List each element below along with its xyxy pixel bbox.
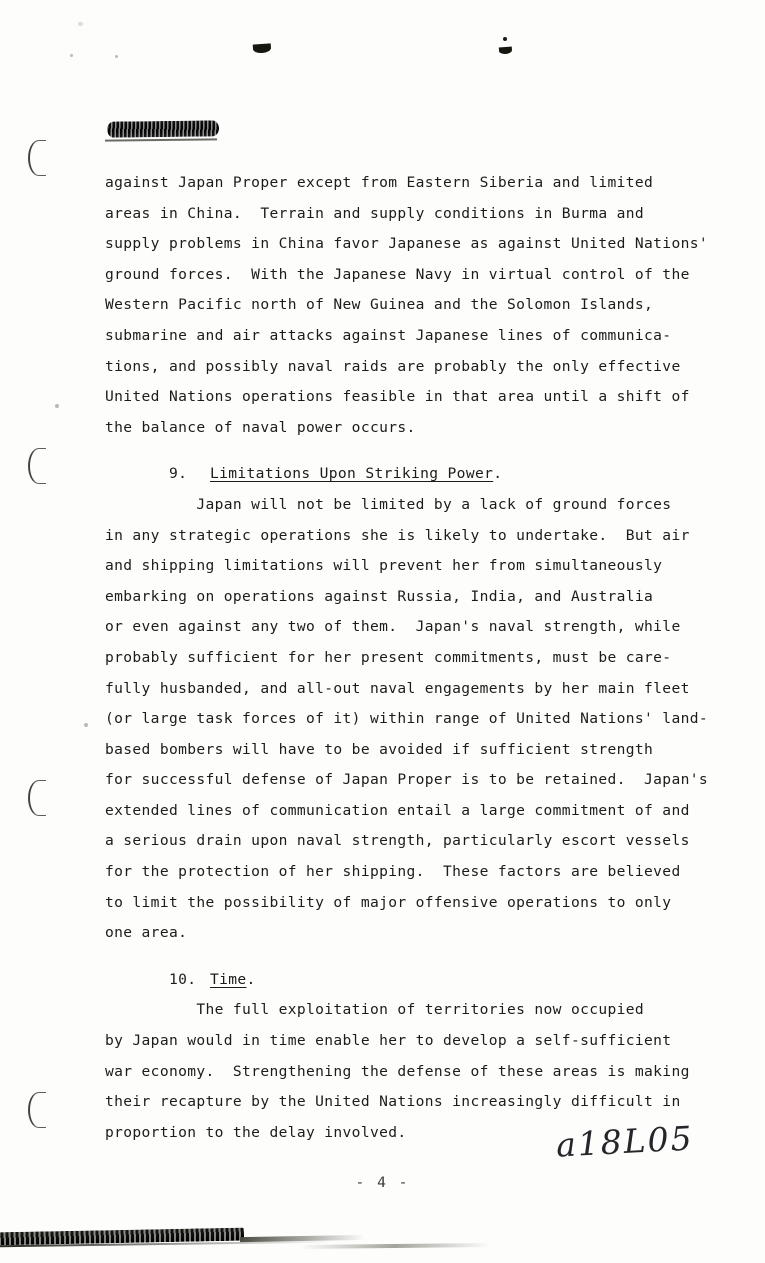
section-10	[105, 965, 705, 1149]
binding-mark-icon	[28, 1092, 46, 1128]
scan-speck-icon	[70, 54, 73, 57]
text-line: a serious drain upon naval strength, particularly escort vessels	[105, 832, 690, 850]
text-line: against Japan Proper except from Eastern Siberia and limited	[105, 174, 654, 191]
binding-mark-icon	[28, 780, 46, 816]
text-line: tions, and possibly naval raids are probably the only effective	[105, 357, 681, 375]
text-line: one area.	[105, 924, 188, 942]
text-line: the balance of naval power occurs.	[105, 418, 416, 436]
document-body	[105, 168, 708, 1148]
redacted-classification-stamp	[107, 120, 219, 137]
section-9-title-period: .	[493, 465, 503, 483]
text-line: for the protection of her shipping. These factors are believed	[105, 863, 681, 881]
paragraph-spacer	[105, 949, 705, 965]
scan-smudge-icon	[253, 43, 272, 53]
text-line: probably sufficient for her present commitments, must be care-	[105, 648, 672, 666]
scan-speck-icon	[503, 37, 507, 41]
paragraph-continued	[105, 168, 708, 443]
text-line: supply problems in China favor Japanese as against United Nations'	[105, 235, 708, 253]
text-line: for successful defense of Japan Proper is to be retained. Japan's	[105, 771, 708, 789]
text-line: fully husbanded, and all-out naval engagements by her main fleet	[105, 679, 690, 697]
section-9-heading	[105, 459, 705, 490]
section-10-title-period: .	[246, 970, 256, 988]
page-number: - 4 -	[355, 1174, 410, 1191]
section-9	[105, 459, 708, 949]
scan-speck-icon	[55, 404, 59, 408]
text-line: submarine and air attacks against Japanese lines of communica-	[105, 326, 672, 344]
section-9-title: Limitations Upon Striking Power	[210, 465, 494, 483]
binding-mark-icon	[28, 448, 46, 484]
scan-edge-artifact	[300, 1243, 490, 1249]
text-line: and shipping limitations will prevent her from simultaneously	[105, 557, 663, 575]
handwritten-archival-mark: a18L05	[555, 1118, 695, 1165]
text-line: in any strategic operations she is likely to undertake. But air	[105, 526, 690, 544]
text-line: based bombers will have to be avoided if sufficient strength	[105, 740, 654, 758]
scan-smudge-icon	[499, 47, 512, 55]
section-9-number: 9.	[169, 465, 188, 483]
text-line: by Japan would in time enable her to develop a self-sufficient	[105, 1032, 672, 1050]
text-line: ground forces. With the Japanese Navy in virtual control of the	[105, 265, 690, 283]
section-10-number: 10.	[169, 970, 197, 988]
section-10-title: Time	[210, 970, 247, 988]
paragraph-spacer	[105, 443, 705, 459]
scan-speck-icon	[84, 723, 88, 727]
text-line: areas in China. Terrain and supply conditions in Burma and	[105, 204, 645, 222]
text-line: or even against any two of them. Japan's naval strength, while	[105, 618, 681, 636]
redaction-underline	[105, 138, 217, 141]
text-line: extended lines of communication entail a large commitment of and	[105, 801, 690, 819]
text-line: embarking on operations against Russia, India, and Australia	[105, 587, 654, 605]
text-line: to limit the possibility of major offensive operations to only	[105, 893, 672, 911]
text-line: United Nations operations feasible in that area until a shift of	[105, 388, 690, 406]
text-line: their recapture by the United Nations increasingly difficult in	[105, 1093, 681, 1111]
scan-speck-icon	[115, 55, 118, 58]
section-10-heading	[105, 965, 705, 996]
scan-speck-icon	[78, 22, 83, 26]
text-line: war economy. Strengthening the defense of these areas is making	[105, 1062, 690, 1080]
text-line: (or large task forces of it) within range of United Nations' land-	[105, 710, 708, 728]
text-line: Western Pacific north of New Guinea and the Solomon Islands,	[105, 296, 654, 314]
text-line: The full exploitation of territories now occupied	[105, 1001, 645, 1019]
text-line: proportion to the delay involved.	[105, 1123, 407, 1141]
text-line: Japan will not be limited by a lack of ground forces	[105, 495, 672, 513]
binding-mark-icon	[28, 140, 46, 176]
